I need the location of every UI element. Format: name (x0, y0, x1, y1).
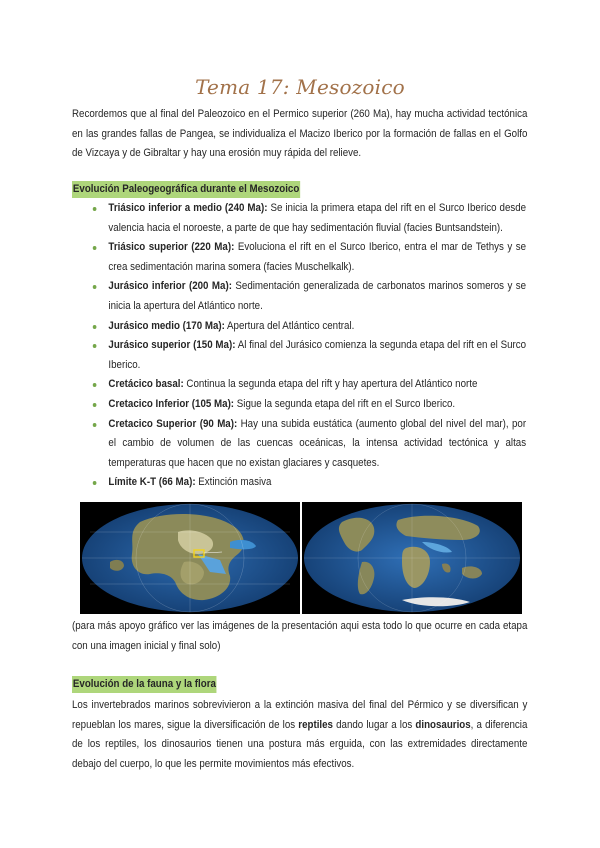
list-item (90, 473, 526, 493)
period-text: Hay una subida eustática (aumento global del nivel del mar), por el cambio de volumen de las cuencas oceánicas, la intensa actividad tectónica y altas temperaturas que hacen que no existan glaciares y casquetes. (108, 417, 527, 469)
map-late-cretaceous (302, 502, 522, 614)
period-term: Cretacico Inferior (105 Ma): (108, 397, 235, 410)
fauna-term-reptiles: reptiles (298, 718, 333, 731)
fauna-term-dinosaurios: dinosaurios (415, 718, 471, 731)
bullet-dot-icon (93, 481, 97, 485)
list-item (90, 415, 526, 474)
period-term: Triásico superior (220 Ma): (108, 241, 235, 254)
section-heading-paleogeografia: Evolución Paleogeográfica durante el Mesozoico (72, 181, 300, 198)
period-term: Jurásico medio (170 Ma): (108, 319, 225, 332)
period-term: Límite K-T (66 Ma): (108, 476, 196, 489)
paleogeographic-maps (80, 502, 522, 614)
intro-paragraph: Recordemos que al final del Paleozoico en el Permico superior (260 Ma), hay mucha actividad tectónica en las grandes fallas de Pangea, se individualiza el Macizo Iberico por la formación de fallas en el Golfo de Vizcaya y de Gibraltar y hay una erosión muy rápida del relieve. (72, 108, 528, 160)
period-text: Se inicia la primera etapa del rift en el Surco Iberico desde valencia hacia el noroeste, a parte de que hay sedimentación fluvial (facies Buntsandstein). (108, 202, 527, 234)
period-text: Evoluciona el rift en el Surco Iberico, entra el mar de Tethys y se crea sedimentación marina somera (facies Muschelkalk). (108, 241, 527, 273)
list-item (90, 317, 526, 337)
maps-caption: (para más apoyo gráfico ver las imágenes de la presentación aqui esta todo lo que ocurre en cada etapa con una imagen inicial y final solo) (72, 620, 528, 652)
list-item (90, 395, 526, 415)
bullet-dot-icon (93, 246, 97, 250)
bullet-dot-icon (93, 423, 97, 427)
map-pangea-early-mesozoic (80, 502, 300, 614)
list-item (90, 199, 526, 238)
period-text: Apertura del Atlántico central. (224, 319, 355, 332)
period-text: Extinción masiva (195, 476, 272, 489)
period-list (90, 199, 526, 493)
fauna-text-part: , a diferencia de los reptiles, los dinosaurios tienen una postura más erguida, con las extremidades directamente debajo del cuerpo, lo que les permite movimientos más efectivos. (72, 718, 528, 770)
list-item (90, 238, 526, 277)
fauna-paragraph (72, 696, 527, 774)
list-item (90, 375, 526, 395)
fauna-text-part: dando lugar a los (332, 718, 416, 731)
section-heading-fauna-flora: Evolución de la fauna y la flora (72, 676, 217, 693)
period-text: Sedimentación generalizada de carbonatos marinos someros y se inicia la apertura del Atlántico norte. (108, 280, 527, 312)
bullet-dot-icon (93, 383, 97, 387)
bullet-dot-icon (93, 344, 97, 348)
period-term: Cretácico basal: (108, 378, 184, 391)
bullet-dot-icon (93, 403, 97, 407)
list-item (90, 277, 526, 316)
period-text: Sigue la segunda etapa del rift en el Surco Iberico. (234, 397, 456, 410)
period-term: Cretacico Superior (90 Ma): (108, 417, 238, 430)
period-term: Jurásico superior (150 Ma): (108, 339, 236, 352)
page-title: Tema 17: Mesozoico (195, 75, 405, 99)
bullet-dot-icon (93, 207, 97, 211)
bullet-dot-icon (93, 285, 97, 289)
period-term: Jurásico inferior (200 Ma): (108, 280, 232, 293)
period-term: Triásico inferior a medio (240 Ma): (108, 202, 268, 214)
bullet-dot-icon (93, 325, 97, 329)
list-item (90, 336, 526, 375)
period-text: Al final del Jurásico comienza la segunda etapa del rift en el Surco Iberico. (108, 339, 527, 371)
period-text: Continua la segunda etapa del rift y hay apertura del Atlántico norte (183, 378, 478, 391)
fauna-text-part: Los invertebrados marinos sobrevivieron a la extinción masiva del final del Pérmico y se diversifican y repueblan los mares, sigue la diversificación de los (72, 699, 528, 731)
